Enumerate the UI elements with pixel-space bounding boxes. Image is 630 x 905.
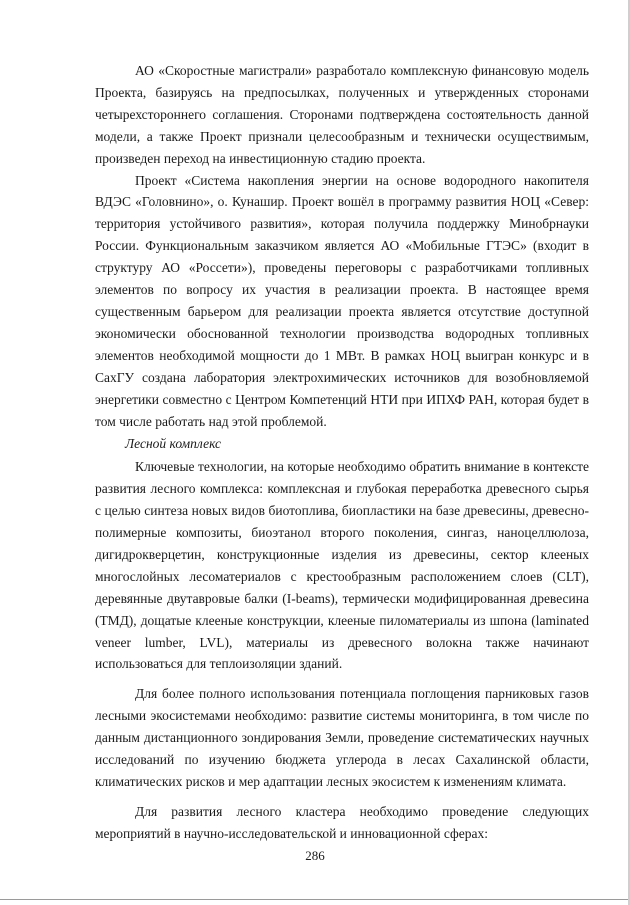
paragraph-greenhouse-gases: Для более полного использования потенциала поглощения парниковых газов лесными экосистемами необходимо: развитие системы мониторинга, в том числе по данным дистанционного зондирования Земли, проведение систематических научных исследований по изучению бюджета углерода в лесах Сахалинской области, климатических рисков и мер адаптации лесных экосистем к изменениям климата. xyxy=(95,686,589,789)
page-number: 286 xyxy=(305,848,325,863)
paragraph-financial-model: АО «Скоростные магистрали» разработало комплексную финансовую модель Проекта, базируясь на предпосылках, полученных и утвержденных сторонами четырехстороннего соглашения. Сторонами подтверждена состоятельность данной модели, а также Проект признали целесообразным и технически осуществимым, произведен переход на инвестиционную стадию проекта. xyxy=(95,63,589,166)
scan-edge-line xyxy=(0,899,630,900)
paragraph-key-technologies: Ключевые технологии, на которые необходимо обратить внимание в контексте развития лесного комплекса: комплексная и глубокая переработка древесного сырья с целью синтеза новых видов биотоплива, биопластики на базе древесины, древесно-полимерные композиты, биоэтанол второго поколения, сингаз, наноцеллюлоза, дигидрокверцетин, конструкционные изделия из древесины, сектор клееных многослойных лесоматериалов с крестообразным расположением слоев (CLT), деревянные двутавровые балки (I-beams), термически модифицированная древесина (ТМД), дощатые клееные конструкции, клееные пиломатериалы из шпона (laminated veneer lumber, LVL), материалы из древесного волокна также начинают использоваться для теплоизоляции зданий. xyxy=(95,459,589,672)
section-heading-forest-complex: Лесной комплекс xyxy=(125,436,221,452)
paragraph-forest-cluster: Для развития лесного кластера необходимо проведение следующих мероприятий в научно-исследовательской и инновационной сферах: xyxy=(95,803,589,841)
paragraph-hydrogen-project: Проект «Система накопления энергии на основе водородного накопителя ВДЭС «Головнино», о. Кунашир. Проект вошёл в программу развития НОЦ «Север: территория устойчивого развития», которая получила поддержку Минобрнауки России. Функциональным заказчиком является АО «Мобильные ГТЭС» (входит в структуру АО «Россети»), проведены переговоры с разработчиками топливных элементов по вопросу их участия в реализации проекта. В настоящее время существенным барьером для реализации проекта является отсутствие доступной экономически обоснованной технологии производства водородных топливных элементов необходимой мощности до 1 МВт. В рамках НОЦ выигран конкурс и в СахГУ создана лаборатория электрохимических источников для возобновляемой энергетики совместно с Центром Компетенций НТИ при ИПХФ РАН, которая будет в том числе работать над этой проблемой. xyxy=(95,172,589,429)
document-body xyxy=(95,60,589,845)
